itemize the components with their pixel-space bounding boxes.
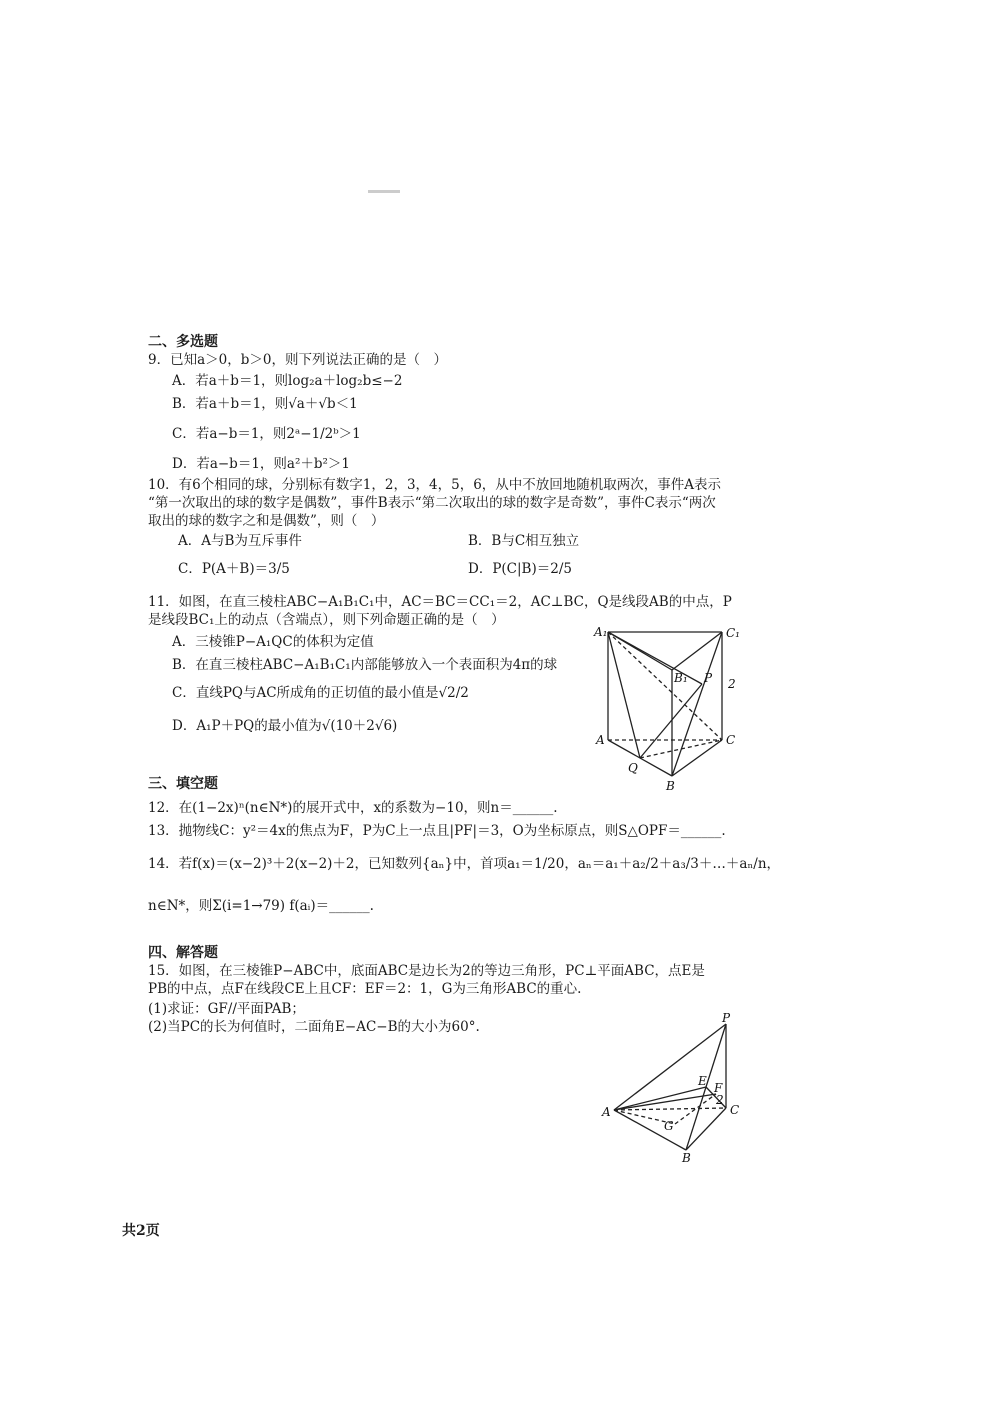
label-b: B [682,1151,691,1164]
label-two: 2 [728,677,736,691]
pyramid-figure [598,1012,748,1164]
label-e: E [698,1074,707,1088]
label-q: Q [628,761,638,775]
q14-text-line1: 14．若f(x)＝(x−2)³＋2(x−2)＋2，已知数列{aₙ}中，首项a₁＝1/20，aₙ＝a₁＋a₂/2＋a₃/3＋…＋aₙ/n， [148,856,781,872]
label-p: P [722,1012,731,1025]
label-a: A [596,733,605,747]
q15-part2: (2)当PC的长为何值时，二面角E−AC−B的大小为60°. [148,1019,480,1035]
label-b1: B₁ [674,671,688,685]
q10-stem-line3: 取出的球的数字之和是偶数”，则（ ） [148,513,385,529]
q10-stem-line1: 10．有6个相同的球，分别标有数字1，2，3，4，5，6，从中不放回地随机取两次，事件A表示 [148,477,722,493]
q15-stem-line1: 15．如图，在三棱锥P−ABC中，底面ABC是边长为2的等边三角形，PC⊥平面ABC，点E是 [148,963,705,979]
q11-stem-line2: 是线段BC₁上的动点（含端点），则下列命题正确的是（ ） [148,612,505,628]
section-heading-multiple-choice: 二、多选题 [148,334,218,350]
q12-text: 12．在(1−2x)ⁿ(n∈N*)的展开式中，x的系数为−10，则n＝______. [148,800,558,816]
section-heading-fill-in: 三、填空题 [148,776,218,792]
page-count: 共2页 [122,1223,160,1239]
label-c: C [730,1103,740,1117]
q9-stem: 9．已知a＞0，b＞0，则下列说法正确的是（ ） [148,352,447,368]
q11-option-a: A．三棱锥P−A₁QC的体积为定值 [172,634,374,650]
prism-figure [590,622,765,797]
label-c1: C₁ [726,626,740,640]
q15-part1: (1)求证：GF//平面PAB； [148,1001,305,1017]
q10-option-a: A．A与B为互斥事件 [178,533,302,549]
q14-text-line2: n∈N*，则Σ(i=1→79) f(aᵢ)＝______. [148,898,374,914]
q9-option-c: C．若a−b＝1，则2ᵃ−1/2ᵇ＞1 [172,426,361,442]
q13-text: 13．抛物线C：y²＝4x的焦点为F，P为C上一点且|PF|＝3，O为坐标原点，则S△OPF＝______. [148,823,726,839]
section-heading-solutions: 四、解答题 [148,945,218,961]
label-a1: A₁ [594,625,608,639]
scan-smudge [368,190,400,193]
label-c: C [726,733,736,747]
q9-option-a: A．若a＋b＝1，则log₂a＋log₂b≤−2 [172,373,403,389]
q11-option-c: C．直线PQ与AC所成角的正切值的最小值是√2/2 [172,685,469,701]
q10-option-c: C．P(A＋B)＝3/5 [178,561,290,577]
label-f: F [714,1081,723,1095]
q9-option-b: B．若a＋b＝1，则√a＋√b＜1 [172,396,358,412]
q15-stem-line2: PB的中点，点F在线段CE上且CF：EF＝2：1，G为三角形ABC的重心. [148,981,582,997]
q10-option-b: B．B与C相互独立 [468,533,580,549]
q10-stem-line2: “第一次取出的球的数字是偶数”，事件B表示“第二次取出的球的数字是奇数”，事件C表示“两次 [148,495,716,511]
q11-option-d: D．A₁P＋PQ的最小值为√(10＋2√6) [172,718,398,734]
q9-option-d: D．若a−b＝1，则a²＋b²＞1 [172,456,351,472]
label-p: P [704,671,713,685]
label-b: B [666,779,675,793]
label-g: G [664,1119,674,1133]
q11-stem-line1: 11．如图，在直三棱柱ABC−A₁B₁C₁中，AC＝BC＝CC₁＝2，AC⊥BC，Q是线段AB的中点，P [148,594,732,610]
label-a: A [602,1105,611,1119]
label-two: 2 [716,1093,724,1107]
q11-option-b: B．在直三棱柱ABC−A₁B₁C₁内部能够放入一个表面积为4π的球 [172,657,558,673]
q10-option-d: D．P(C|B)＝2/5 [468,561,572,577]
